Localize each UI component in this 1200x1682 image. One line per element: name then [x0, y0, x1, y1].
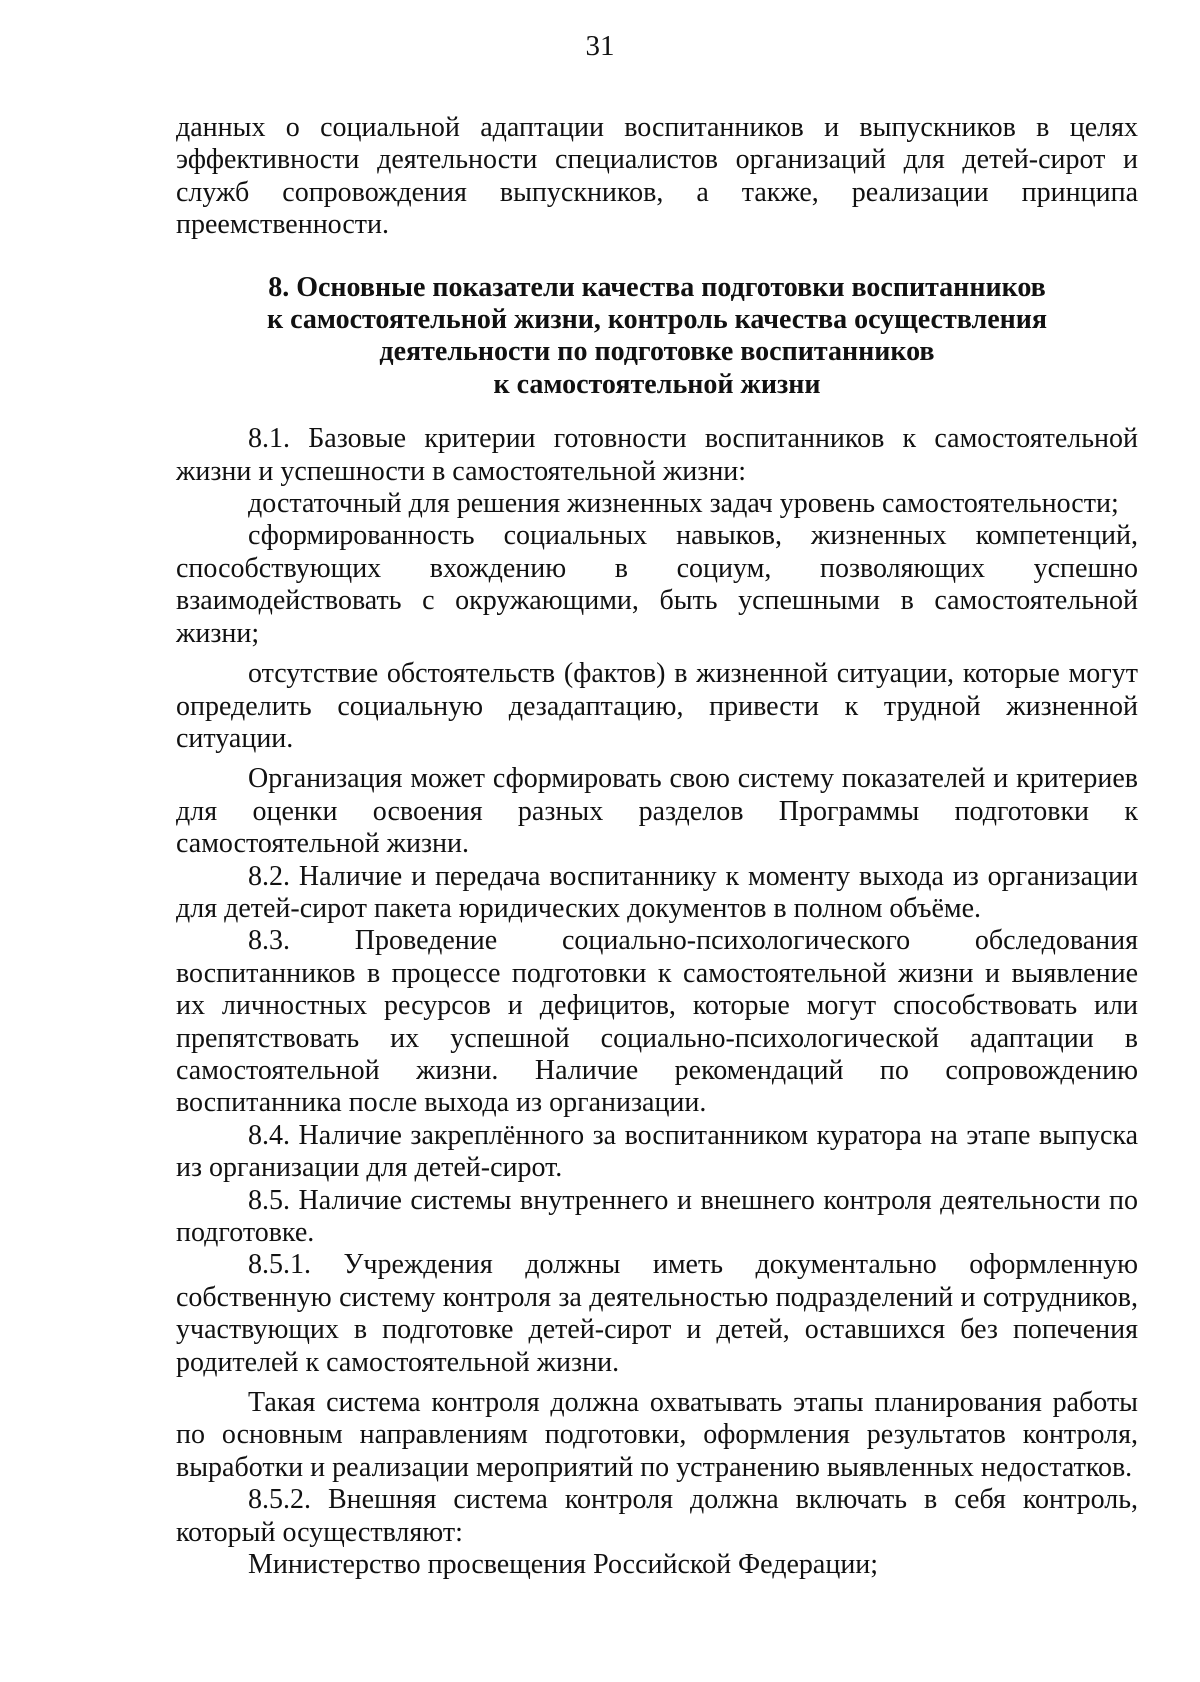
criterion-item: сформированность социальных навыков, жизненных компетенций, способствующих вхождению в социум, позволяющих успешно взаимодействовать с окружающими, быть успешными в самостоятельной жизни; — [176, 520, 1138, 649]
section-heading-line: к самостоятельной жизни, контроль качества осуществления — [266, 304, 1048, 336]
paragraph-8-5-2: 8.5.2. Внешняя система контроля должна включать в себя контроль, который осуществляют: — [176, 1484, 1138, 1548]
paragraph-8-4: 8.4. Наличие закреплённого за воспитанником куратора на этапе выпуска из организации для детей-сирот. — [176, 1119, 1138, 1184]
paragraph-control-system: Такая система контроля должна охватывать этапы планирования работы по основным направлениям подготовки, оформления результатов контроля, выработки и реализации мероприятий по устранению выявленных недостатков. — [176, 1387, 1138, 1483]
paragraph-8-1: 8.1. Базовые критерии готовности воспитанников к самостоятельной жизни и успешности в самостоятельной жизни: — [176, 423, 1138, 487]
section-heading — [176, 272, 1138, 402]
paragraph-8-5-1: 8.5.1. Учреждения должны иметь документально оформленную собственную систему контроля за деятельностью подразделений и сотрудников, участвующих в подготовке детей-сирот и детей, оставшихся без попечения родителей к самостоятельной жизни. — [176, 1249, 1138, 1378]
section-heading-line: 8. Основные показатели качества подготовки воспитанников — [268, 271, 1046, 303]
paragraph-8-2: 8.2. Наличие и передача воспитаннику к моменту выхода из организации для детей-сирот пакета юридических документов в полном объёме. — [176, 860, 1138, 924]
paragraph-8-3: 8.3. Проведение социально-психологического обследования воспитанников в процессе подготовки к самостоятельной жизни и выявление их личностных ресурсов и дефицитов, которые могут способствовать или препятствовать их успешной социально-психологической адаптации в самостоятельной жизни. Наличие рекомендаций по сопровождению воспитанника после выхода из организации. — [176, 925, 1138, 1119]
paragraph-8-5: 8.5. Наличие системы внутреннего и внешнего контроля деятельности по подготовке. — [176, 1184, 1138, 1248]
intro-paragraph: данных о социальной адаптации воспитанников и выпускников в целях эффективности деятельности специалистов организаций для детей-сирот и служб сопровождения выпускников, а также, реализации принципа преемственности. — [176, 112, 1138, 241]
paragraph-indicators: Организация может сформировать свою систему показателей и критериев для оценки освоения разных разделов Программы подготовки к самостоятельной жизни. — [176, 763, 1138, 860]
criterion-item: отсутствие обстоятельств (фактов) в жизненной ситуации, которые могут определить социальную дезадаптацию, привести к трудной жизненной ситуации. — [176, 658, 1138, 754]
criterion-item: достаточный для решения жизненных задач уровень самостоятельности; — [248, 488, 1119, 520]
section-heading-line: к самостоятельной жизни — [493, 368, 821, 400]
page-number: 31 — [585, 30, 615, 62]
document-body — [176, 112, 1138, 1581]
paragraph-ministry: Министерство просвещения Российской Федерации; — [248, 1549, 879, 1581]
section-heading-line: деятельности по подготовке воспитанников — [379, 336, 935, 368]
